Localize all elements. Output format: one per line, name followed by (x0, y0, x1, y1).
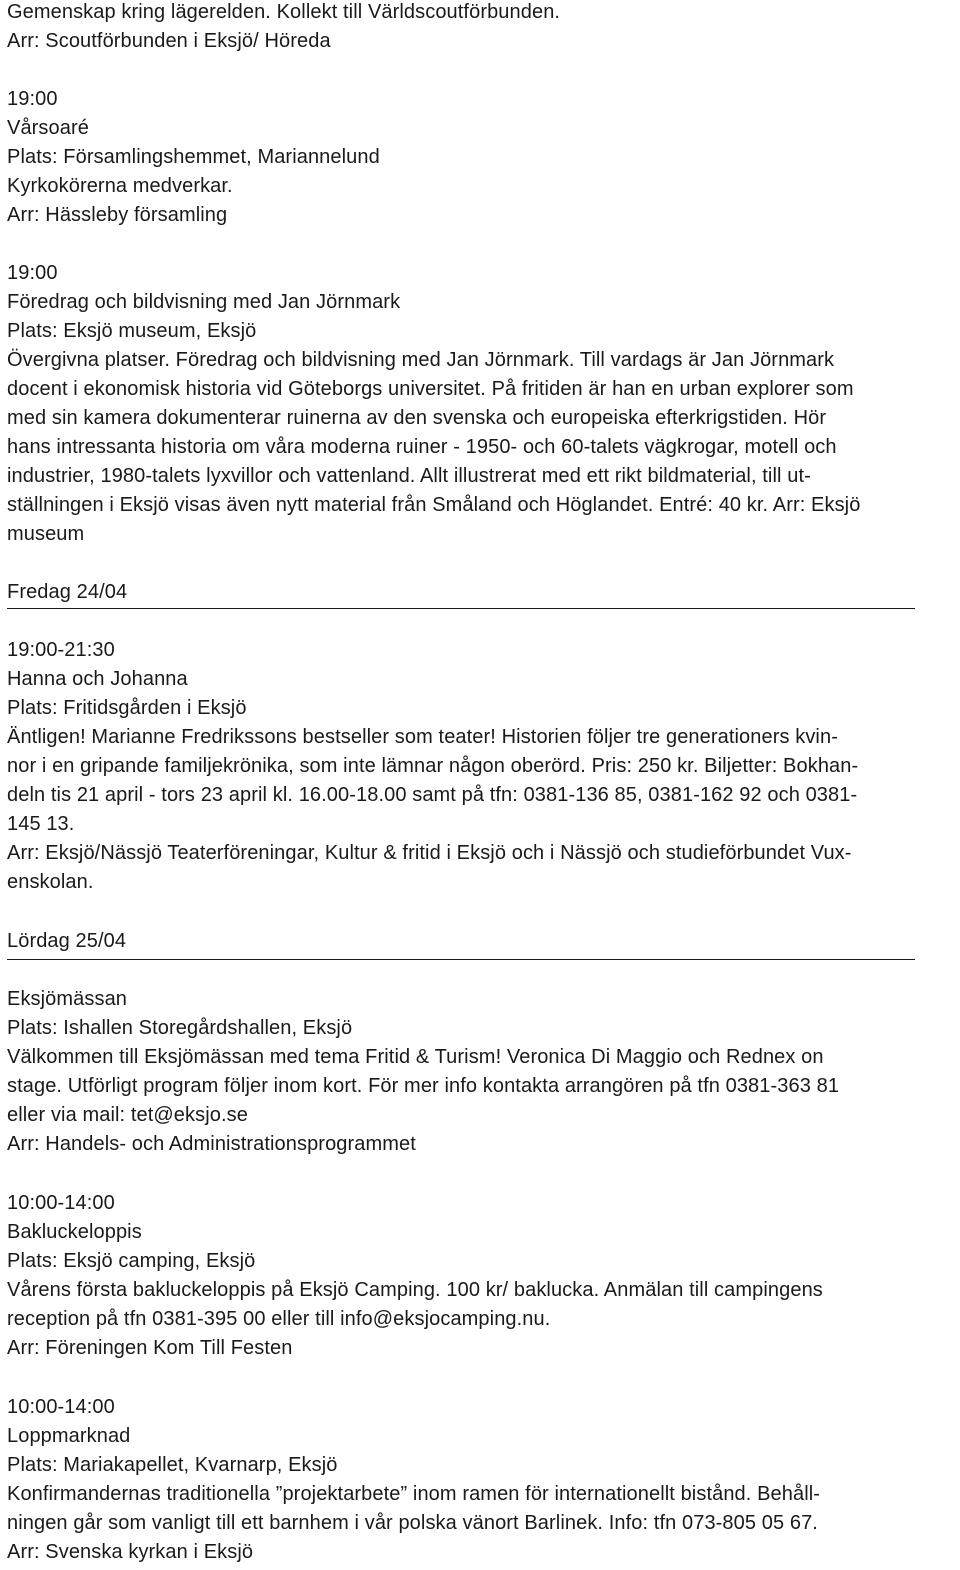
event-description: ningen går som vanligt till ett barnhem i vår polska vänort Barlinek. Info: tfn 073-805 05 67. (7, 1512, 818, 1534)
event-time: 10:00-14:00 (7, 1192, 115, 1214)
event-organizer: Arr: Hässleby församling (7, 204, 228, 226)
event-description: Konfirmandernas traditionella ”projektarbete” inom ramen för internationellt bistånd. Behåll- (7, 1483, 821, 1505)
event-description: reception på tfn 0381-395 00 eller till info@eksjocamping.nu. (7, 1308, 551, 1330)
day-divider (7, 959, 915, 960)
event-time: 19:00-21:30 (7, 639, 115, 661)
event-title: Eksjömässan (7, 988, 128, 1010)
event-description: Välkommen till Eksjömässan med tema Fritid & Turism! Veronica Di Maggio och Rednex on (7, 1046, 824, 1068)
day-heading-friday: Fredag 24/04 (7, 581, 128, 603)
event-organizer: Arr: Handels- och Administrationsprogrammet (7, 1133, 416, 1155)
event-description: eller via mail: tet@eksjo.se (7, 1104, 248, 1126)
event-title: Bakluckeloppis (7, 1221, 142, 1243)
event-description: Äntligen! Marianne Fredrikssons bestseller som teater! Historien följer tre generationers kvin- (7, 726, 838, 748)
event-organizer: Arr: Föreningen Kom Till Festen (7, 1337, 293, 1359)
event-organizer: enskolan. (7, 871, 94, 893)
event-description: museum (7, 523, 85, 545)
day-heading-saturday: Lördag 25/04 (7, 930, 127, 952)
event-location: Plats: Fritidsgården i Eksjö (7, 697, 247, 719)
event-description: med sin kamera dokumenterar ruinerna av den svenska och europeiska efterkrigstiden. Hör (7, 407, 827, 429)
event-location: Plats: Eksjö camping, Eksjö (7, 1250, 256, 1272)
event-description: deln tis 21 april - tors 23 april kl. 16.00-18.00 samt på tfn: 0381-136 85, 0381-162 92 och 0381- (7, 784, 858, 806)
event-description: nor i en gripande familjekrönika, som inte lämnar någon oberörd. Pris: 250 kr. Biljetter: Bokhan- (7, 755, 859, 777)
event-description: Övergivna platser. Föredrag och bildvisning med Jan Jörnmark. Till vardags är Jan Jörnmark (7, 349, 835, 371)
event-title: Hanna och Johanna (7, 668, 188, 690)
event-description: ställningen i Eksjö visas även nytt material från Småland och Höglandet. Entré: 40 kr. Arr: Eksjö (7, 494, 861, 516)
event-description: industrier, 1980-talets lyxvillor och vattenland. Allt illustrerat med ett rikt bildmaterial, till ut- (7, 465, 811, 487)
event-description: hans intressanta historia om våra moderna ruiner - 1950- och 60-talets vägkrogar, motell och (7, 436, 837, 458)
day-divider (7, 608, 915, 609)
event-location: Plats: Ishallen Storegårdshallen, Eksjö (7, 1017, 353, 1039)
event-description: Kyrkokörerna medverkar. (7, 175, 233, 197)
event-description: docent i ekonomisk historia vid Göteborgs universitet. På fritiden är han en urban explorer som (7, 378, 854, 400)
event-time: 10:00-14:00 (7, 1396, 115, 1418)
event-time: 19:00 (7, 88, 58, 110)
event-organizer: Arr: Scoutförbunden i Eksjö/ Höreda (7, 30, 331, 52)
event-description: stage. Utförligt program följer inom kort. För mer info kontakta arrangören på tfn 0381-363 81 (7, 1075, 840, 1097)
event-location: Plats: Mariakapellet, Kvarnarp, Eksjö (7, 1454, 338, 1476)
event-description: Gemenskap kring lägerelden. Kollekt till Världscoutförbunden. (7, 1, 561, 23)
event-location: Plats: Eksjö museum, Eksjö (7, 320, 257, 342)
event-organizer: Arr: Eksjö/Nässjö Teaterföreningar, Kultur & fritid i Eksjö och i Nässjö och studieförbundet Vux- (7, 842, 852, 864)
event-description: 145 13. (7, 813, 75, 835)
event-location: Plats: Församlingshemmet, Mariannelund (7, 146, 380, 168)
event-time: 19:00 (7, 262, 58, 284)
event-organizer: Arr: Svenska kyrkan i Eksjö (7, 1541, 254, 1563)
event-title: Loppmarknad (7, 1425, 131, 1447)
event-title: Föredrag och bildvisning med Jan Jörnmark (7, 291, 401, 313)
event-description: Vårens första bakluckeloppis på Eksjö Camping. 100 kr/ baklucka. Anmälan till campingens (7, 1279, 823, 1301)
event-title: Vårsoaré (7, 117, 89, 139)
